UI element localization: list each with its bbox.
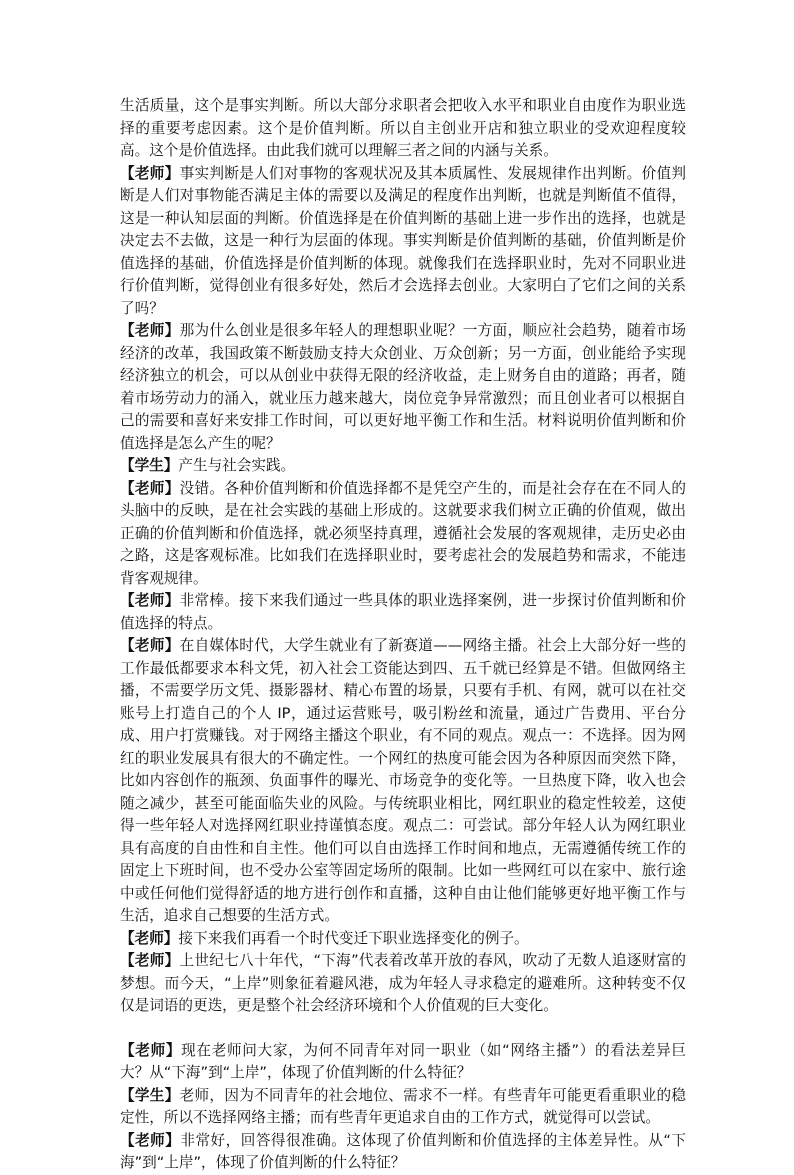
paragraph-text: 事实判断是人们对事物的客观状况及其本质属性、发展规律作出判断。价值判断是人们对事物能否满足主体的需要以及满足的程度作出判断，也就是判断值不值得，这是一种认知层面的判断。价值选择是在价值判断的基础上进一步作出的选择，也就是决定去不去做，这是一种行为层面的体现。事实判断是价值判断的基础，价值判断是价值选择的基础，价值选择是价值判断的体现。就像我们在选择职业时，先对不同职业进行价值判断，觉得创业有很多好处，然后才会选择去创业。大家明白了它们之间的关系了吗？ <box>120 164 686 317</box>
paragraph-text: 在自媒体时代，大学生就业有了新赛道——网络主播。社会上大部分好一些的工作最低都要求本科文凭，初入社会工资能达到四、五千就已经算是不错。但做网络主播，不需要学历文凭、摄影器材、精心布置的场景，只要有手机、有网，就可以在社交账号上打造自己的个人 IP，通过运营账号，吸引粉丝和流量，通过广告费用、平台分成、用户打赏赚钱。对于网络主播这个职业，有不同的观点。观点一：不选择。因为网红的职业发展具有很大的不确定性。一个网红的热度可能会因为各种原因而突然下降，比如内容创作的瓶颈、负面事件的曝光、市场竞争的变化等。一旦热度下降，收入也会随之减少，甚至可能面临失业的风险。与传统职业相比，网红职业的稳定性较差，这使得一些年轻人对选择网红职业持谨慎态度。观点二：可尝试。部分年轻人认为网红职业具有高度的自由性和自主性。他们可以自由选择工作时间和地点，无需遵循传统工作的固定上下班时间，也不受办公室等固定场所的限制。比如一些网红可以在家中、旅行途中或任何他们觉得舒适的地方进行创作和直播，这种自由让他们能够更好地平衡工作与生活，追求自己想要的生活方式。 <box>120 637 686 924</box>
speaker-label: 【学生】 <box>120 1086 180 1104</box>
paragraph-text: 老师，因为不同青年的社会地位、需求不一样。有些青年可能更看重职业的稳定性，所以不选择网络主播；而有些青年更追求自由的工作方式，就觉得可以尝试。 <box>120 1086 686 1126</box>
paragraph-text: 现在老师问大家，为何不同青年对同一职业（如“网络主播”）的看法差异巨大？从“下海”到“上岸”，体现了价值判断的什么特征？ <box>120 1041 686 1081</box>
speaker-label: 【老师】 <box>120 1041 182 1059</box>
paragraph-text: 那为什么创业是很多年轻人的理想职业呢？一方面，顺应社会趋势，随着市场经济的改革，我国政策不断鼓励支持大众创业、万众创新；另一方面，创业能给予实现经济独立的机会，可以从创业中获得无限的经济收益，走上财务自由的道路；再者，随着市场劳动力的涌入，就业压力越来越大，岗位竞争异常激烈；而且创业者可以根据自己的需要和喜好来安排工作时间，可以更好地平衡工作和生活。材料说明价值判断和价值选择是怎么产生的呢？ <box>120 322 686 452</box>
paragraph-student <box>120 455 686 478</box>
blank-line <box>120 1018 686 1040</box>
paragraph-text: 产生与社会实践。 <box>178 457 296 474</box>
speaker-label: 【老师】 <box>120 479 180 497</box>
speaker-label: 【老师】 <box>120 1131 181 1149</box>
paragraph-teacher <box>120 478 686 591</box>
speaker-label: 【老师】 <box>120 637 180 654</box>
paragraph-text: 接下来我们再看一个时代变迁下职业选择变化的例子。 <box>178 929 529 947</box>
paragraph-teacher <box>120 163 686 321</box>
speaker-label: 【老师】 <box>120 952 180 969</box>
speaker-label: 【老师】 <box>120 929 179 947</box>
paragraph-teacher <box>120 1040 686 1085</box>
paragraph-teacher <box>120 635 686 928</box>
paragraph-text: 上世纪七八十年代，“下海”代表着改革开放的春风，吹动了无数人追逐财富的梦想。而今天，“上岸”则象征着避风港，成为年轻人寻求稳定的避难所。这种转变不仅仅是词语的更迭，更是整个社会经济环境和个人价值观的巨大变化。 <box>120 952 686 1014</box>
speaker-label: 【老师】 <box>120 164 180 182</box>
paragraph-teacher <box>120 590 686 635</box>
speaker-label: 【学生】 <box>120 457 179 474</box>
speaker-label: 【老师】 <box>120 592 180 609</box>
paragraph-text: 非常好，回答得很准确。这体现了价值判断和价值选择的主体差异性。从“下海”到“上岸”，体现了价值判断的什么特征？ <box>120 1131 686 1171</box>
speaker-label: 【老师】 <box>120 322 180 339</box>
paragraph-teacher <box>120 950 686 1018</box>
document-page <box>120 95 686 1175</box>
paragraph-text: 生活质量，这个是事实判断。所以大部分求职者会把收入水平和职业自由度作为职业选择的重要考虑因素。这个是价值判断。所以自主创业开店和独立职业的受欢迎程度较高。这个是价值选择。由此我们就可以理解三者之间的内涵与关系。 <box>120 97 686 159</box>
paragraph-text: 非常棒。接下来我们通过一些具体的职业选择案例，进一步探讨价值判断和价值选择的特点。 <box>120 592 686 632</box>
paragraph-teacher <box>120 928 686 951</box>
paragraph-teacher <box>120 320 686 455</box>
paragraph-teacher <box>120 1130 686 1175</box>
paragraph-intro <box>120 95 686 163</box>
paragraph-text: 没错。各种价值判断和价值选择都不是凭空产生的，而是社会存在在不同人的头脑中的反映，是在社会实践的基础上形成的。这就要求我们树立正确的价值观，做出正确的价值判断和价值选择，就必须坚持真理，遵循社会发展的客观规律，走历史必由之路，这是客观标准。比如我们在选择职业时，要考虑社会的发展趋势和需求，不能违背客观规律。 <box>120 479 686 587</box>
